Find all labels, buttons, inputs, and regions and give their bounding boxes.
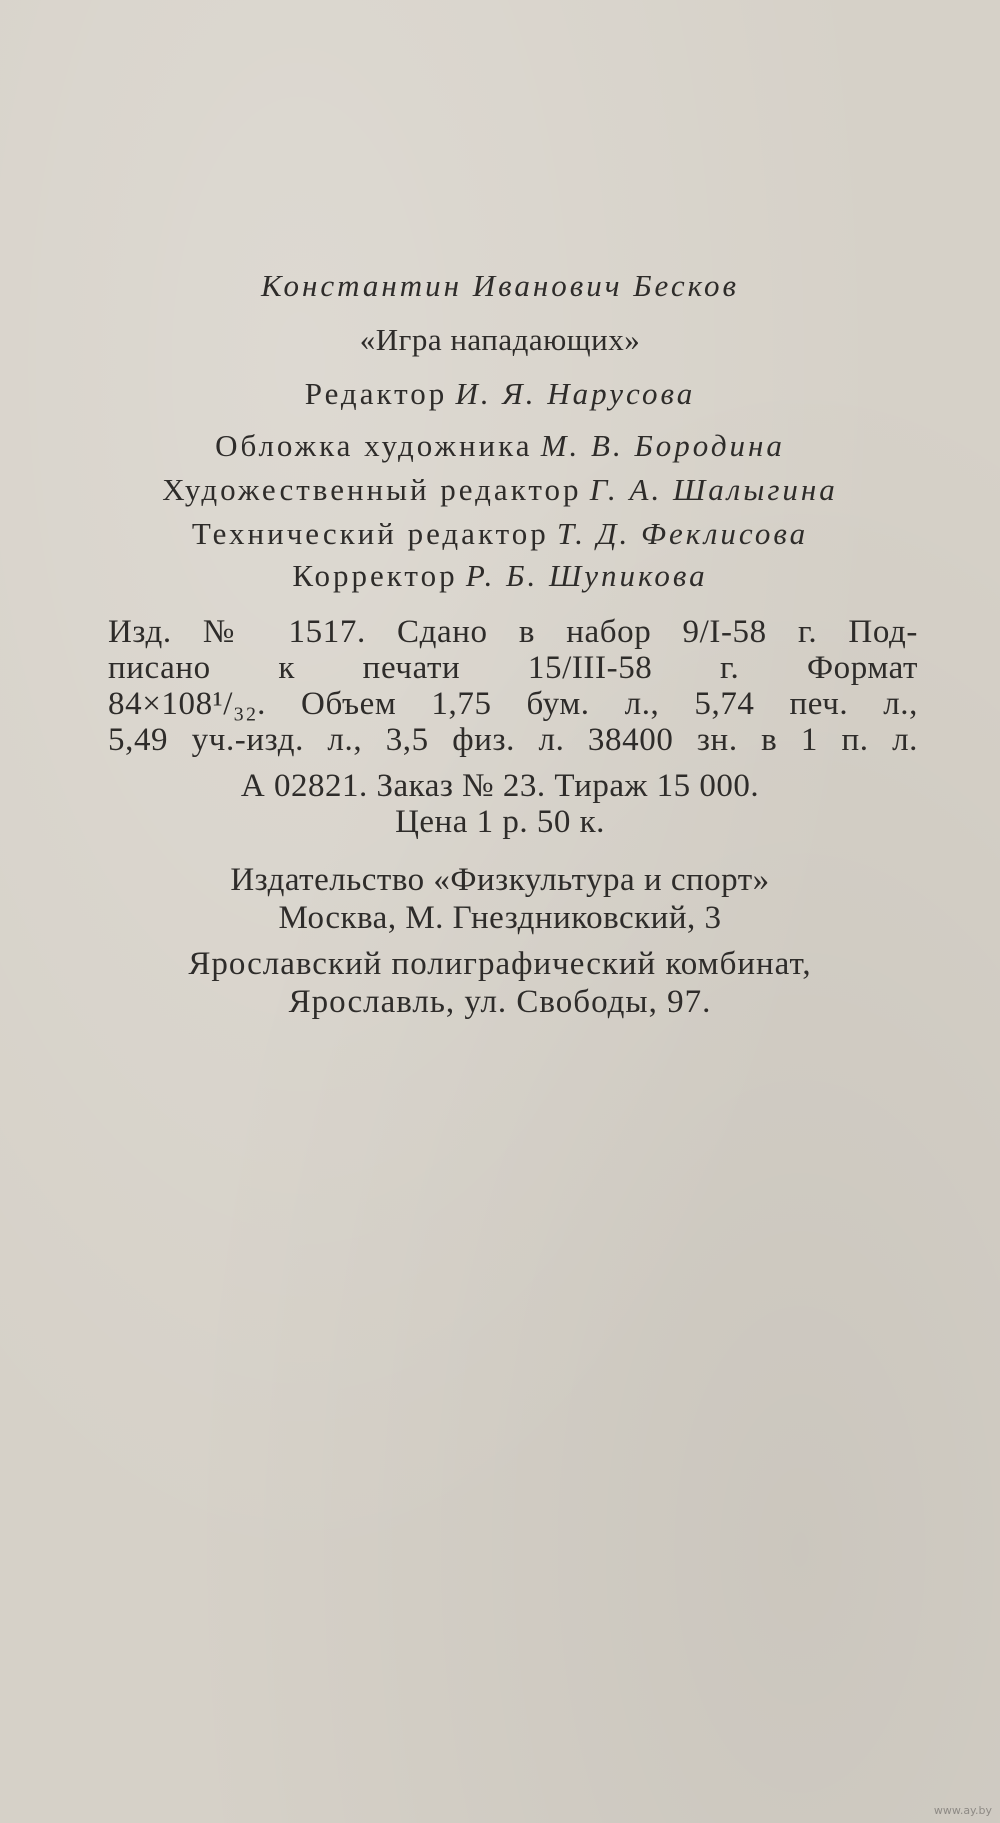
art-editor-credit xyxy=(0,472,1000,508)
cover-credit xyxy=(0,428,1000,464)
printer-address: Ярославль, ул. Свободы, 97. xyxy=(288,984,712,1020)
art-editor-role: Художественный редактор xyxy=(162,472,582,507)
editor-name: И. Я. Нарусова xyxy=(455,376,696,411)
proofreader-name: Р. Б. Шупикова xyxy=(465,558,708,593)
imprint-line-2: писано к печати 15/III-58 г. Формат xyxy=(108,650,918,686)
art-editor-name: Г. А. Шалыгина xyxy=(589,472,838,507)
imprint-line-3: 84×108¹/₃₂. Объем 1,75 бум. л., 5,74 печ. л., xyxy=(108,686,918,722)
price: Цена 1 р. 50 к. xyxy=(395,804,605,840)
printer-name: Ярославский полиграфический комбинат, xyxy=(188,946,812,982)
cover-artist-name: М. В. Бородина xyxy=(540,428,785,463)
imprint-block xyxy=(108,614,918,758)
editor-credit xyxy=(0,376,1000,412)
proofreader-credit xyxy=(0,558,1000,594)
proofreader-role: Корректор xyxy=(292,558,458,593)
tech-editor-role: Технический редактор xyxy=(191,516,549,551)
imprint-line-1: Изд. № 1517. Сдано в набор 9/I-58 г. Под- xyxy=(108,614,918,650)
publisher-address: Москва, М. Гнездниковский, 3 xyxy=(278,900,722,936)
imprint-line-5: А 02821. Заказ № 23. Тираж 15 000. xyxy=(240,768,760,804)
tech-editor-credit xyxy=(0,516,1000,552)
publisher-name: Издательство «Физкультура и спорт» xyxy=(230,862,770,898)
author-name: Константин Иванович Бесков xyxy=(261,268,739,303)
site-watermark: www.ay.by xyxy=(933,1804,992,1817)
imprint-line-4: 5,49 уч.-изд. л., 3,5 физ. л. 38400 зн. в 1 п. л. xyxy=(108,722,918,758)
tech-editor-name: Т. Д. Феклисова xyxy=(557,516,809,551)
cover-role: Обложка художника xyxy=(215,428,533,463)
editor-role: Редактор xyxy=(304,376,448,411)
book-title: «Игра нападающих» xyxy=(359,322,641,357)
